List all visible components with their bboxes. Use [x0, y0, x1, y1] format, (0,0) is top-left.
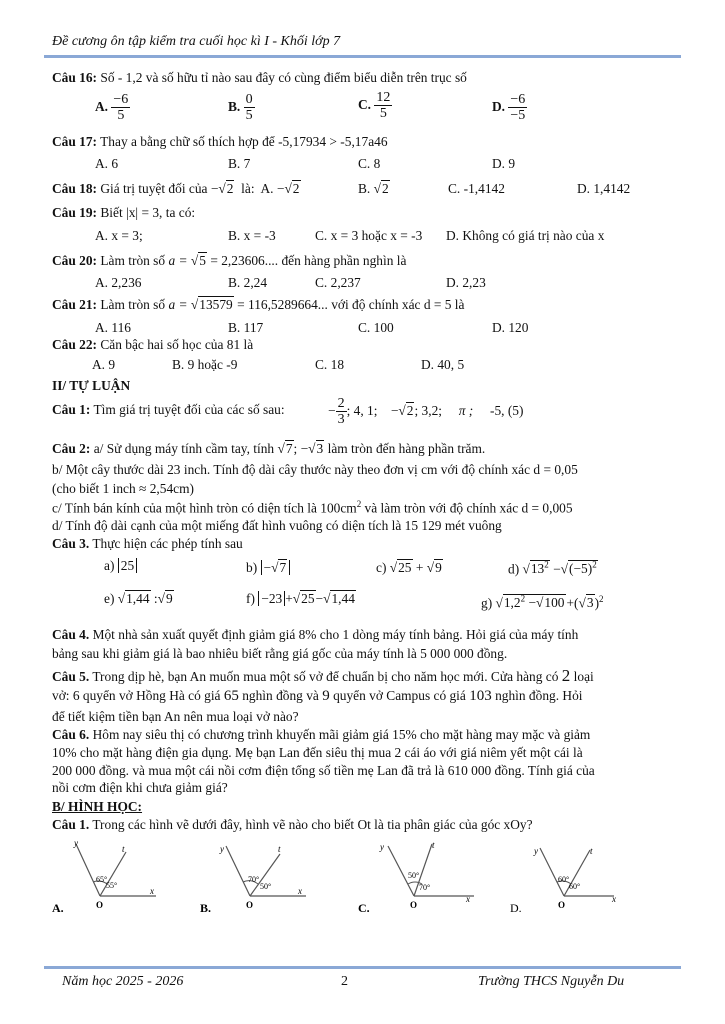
- svg-text:y: y: [380, 842, 384, 852]
- svg-text:A.: A.: [52, 901, 64, 915]
- section-hinh-hoc: B/ HÌNH HỌC:: [52, 799, 143, 814]
- q20-option-c: C. 2,237: [315, 275, 361, 290]
- q16-option-c: C. $\frac{12}{5}$: [358, 90, 391, 122]
- q22-option-d: D. 40, 5: [421, 357, 465, 372]
- section-tu-luan: II/ TỰ LUẬN: [52, 378, 131, 393]
- svg-text:t: t: [278, 844, 281, 854]
- q22-option-b: B. 9 hoặc -9: [172, 357, 238, 372]
- angle-figure-d: [508, 838, 623, 916]
- svg-text:B.: B.: [200, 901, 212, 915]
- q22-text: Câu 22: Căn bậc hai số học của 81 là: [52, 337, 254, 352]
- q18-option-b: B. √2: [358, 181, 389, 196]
- svg-text:70°: 70°: [248, 875, 260, 884]
- tl5-l3: để tiết kiệm tiền bạn An nên mua loại vở nào?: [52, 709, 299, 724]
- q19-option-b: B. x = -3: [228, 228, 276, 243]
- q21-option-d: D. 120: [492, 320, 529, 335]
- hh1-text: Câu 1. Trong các hình vẽ dưới đây, hình vẽ nào cho biết Ot là tia phân giác của góc xOy?: [52, 817, 533, 832]
- svg-text:C.: C.: [358, 901, 370, 915]
- q17-option-b: B. 7: [228, 156, 251, 171]
- tl3-e: e) √1,44 :√9: [104, 591, 173, 606]
- q17-option-c: C. 8: [358, 156, 381, 171]
- angle-figure-b: [198, 838, 318, 916]
- tl6-l2: 10% cho mặt hàng điện gia dụng. Mẹ bạn Lan đến siêu thị mua 2 cái áo với giá niêm yết một cái là: [52, 745, 583, 760]
- tl3-a: a) 25: [104, 558, 137, 574]
- tl2-d: d/ Tính độ dài cạnh của một miếng đất hình vuông có diện tích là 15 129 mét vuông: [52, 518, 502, 533]
- q21-option-a: A. 116: [95, 320, 131, 335]
- tl2-b: b/ Một cây thước dài 23 inch. Tính độ dài cây thước này theo đơn vị cm với độ chính xác d = 0,05: [52, 462, 578, 477]
- q21-option-b: B. 117: [228, 320, 264, 335]
- tl1-values: − $\frac{2}{3}$ ; 4, 1; −√2; 3,2; π ; -5, (5): [328, 396, 524, 428]
- svg-text:55°: 55°: [106, 881, 118, 890]
- header-rule: [44, 55, 681, 58]
- q17-option-d: D. 9: [492, 156, 516, 171]
- q19-option-c: C. x = 3 hoặc x = -3: [315, 228, 423, 243]
- svg-text:x: x: [612, 894, 616, 904]
- tl2-b2: (cho biết 1 inch ≈ 2,54cm): [52, 481, 194, 496]
- q18-text: Câu 18: Giá trị tuyệt đối của −√2 là: A. −√2: [52, 181, 300, 196]
- tl3-f: f) −23 +√25−√1,44: [246, 591, 355, 606]
- svg-text:65°: 65°: [96, 875, 108, 884]
- svg-text:x: x: [466, 894, 470, 904]
- svg-text:60°: 60°: [569, 882, 581, 891]
- q16-text: Câu 16: Số - 1,2 và số hữu tỉ nào sau đây có cùng điểm biểu diễn trên trục số: [52, 70, 467, 85]
- svg-text:t: t: [122, 844, 125, 854]
- tl3-b: b) −√7: [246, 560, 290, 576]
- svg-text:y: y: [220, 844, 224, 854]
- svg-text:D.: D.: [510, 901, 522, 915]
- tl3-d: d) $√13^2 -√(-5)^2$: [508, 560, 597, 577]
- q21-text: Câu 21: Làm tròn số a = √13579 = 116,5289664... với độ chính xác d = 5 là: [52, 297, 465, 312]
- q17-option-a: A. 6: [95, 156, 119, 171]
- tl1-text: Câu 1: Tìm giá trị tuyệt đối của các số sau:: [52, 402, 285, 417]
- q21-option-c: C. 100: [358, 320, 394, 335]
- tl6-l4: nồi cơm điện khi chưa giảm giá?: [52, 780, 228, 795]
- tl3-text: Câu 3. Thực hiện các phép tính sau: [52, 536, 243, 551]
- q18-option-c: C. -1,4142: [448, 181, 505, 196]
- tl3-g: g) $√1,2^2 -√100 +(√3)^2$: [481, 594, 604, 611]
- svg-text:60°: 60°: [558, 875, 570, 884]
- svg-text:y: y: [74, 838, 78, 848]
- q17-text: Câu 17: Thay a bằng chữ số thích hợp để -5,17934 > -5,17a46: [52, 134, 388, 149]
- q19-text: Câu 19: Biết |x| = 3, ta có:: [52, 205, 196, 220]
- svg-text:t: t: [590, 846, 593, 856]
- footer-school-name: Trường THCS Nguyễn Du: [478, 974, 625, 989]
- q18-option-d: D. 1,4142: [577, 181, 631, 196]
- q19-option-d: D. Không có giá trị nào của x: [446, 228, 605, 243]
- angle-figure-a: [48, 838, 168, 916]
- svg-text:O: O: [246, 900, 254, 910]
- tl4-l1: Câu 4. Một nhà sản xuất quyết định giảm giá 8% cho 1 dòng máy tính bảng. Hỏi giá của máy tính: [52, 627, 579, 642]
- q20-text: Câu 20: Làm tròn số a = √5 = 2,23606.... đến hàng phần nghìn là: [52, 253, 407, 268]
- svg-text:70°: 70°: [419, 883, 431, 892]
- svg-text:50°: 50°: [408, 871, 420, 880]
- tl6-l3: 200 000 đồng. và mua một cái nồi cơm điện tổng số tiền mẹ Lan đã trả là 610 000 đồng. Tính giá của: [52, 763, 595, 778]
- q20-option-d: D. 2,23: [446, 275, 486, 290]
- angle-figure-c: [356, 838, 481, 916]
- q22-option-c: C. 18: [315, 357, 345, 372]
- tl6-l1: Câu 6. Hôm nay siêu thị có chương trình khuyến mãi giảm giá 15% cho mặt hàng may mặc và giảm: [52, 727, 591, 742]
- q16-option-d: D. $\frac{-6}{-5}$: [492, 92, 526, 124]
- page-header: Đề cương ôn tập kiểm tra cuối học kì I - Khối lớp 7: [52, 34, 341, 49]
- tl4-l2: bảng sau khi giảm giá là bao nhiêu biết rằng giá gốc của máy tính là 5 000 000 đồng.: [52, 646, 508, 661]
- svg-text:50°: 50°: [260, 882, 272, 891]
- footer-school-year: Năm học 2025 - 2026: [62, 974, 184, 989]
- tl2-c: c/ Tính bán kính của một hình tròn có diện tích là $100cm^2$ và làm tròn với độ chính xác d = 0,005: [52, 499, 573, 516]
- svg-text:O: O: [558, 900, 566, 910]
- q16-option-b: B. $\frac{0}{5}$: [228, 92, 253, 124]
- q16-option-a: A. $\frac{-6}{5}$: [95, 92, 129, 124]
- footer-rule: [44, 966, 681, 969]
- svg-text:x: x: [150, 886, 154, 896]
- svg-text:y: y: [534, 846, 538, 856]
- svg-text:O: O: [96, 900, 104, 910]
- footer-page-number: 2: [341, 974, 348, 989]
- tl5-l2: vở: 6 quyển vở Hồng Hà có giá 65 nghìn đồng và 9 quyển vở Campus có giá 103 nghìn đồng. Hỏi: [52, 688, 583, 704]
- svg-text:t: t: [432, 840, 435, 850]
- tl3-c: c) √25 + √9: [376, 560, 442, 575]
- svg-text:O: O: [410, 900, 418, 910]
- q20-option-a: A. 2,236: [95, 275, 142, 290]
- q20-option-b: B. 2,24: [228, 275, 268, 290]
- q19-option-a: A. x = 3;: [95, 228, 143, 243]
- q22-option-a: A. 9: [92, 357, 116, 372]
- tl2-a: Câu 2: a/ Sử dụng máy tính cầm tay, tính √7; −√3 làm tròn đến hàng phần trăm.: [52, 441, 486, 456]
- svg-text:x: x: [298, 886, 302, 896]
- tl5-l1: Câu 5. Trong dịp hè, bạn An muốn mua một số vở để chuẩn bị cho năm học mới. Cửa hàng có 2 loại: [52, 666, 594, 685]
